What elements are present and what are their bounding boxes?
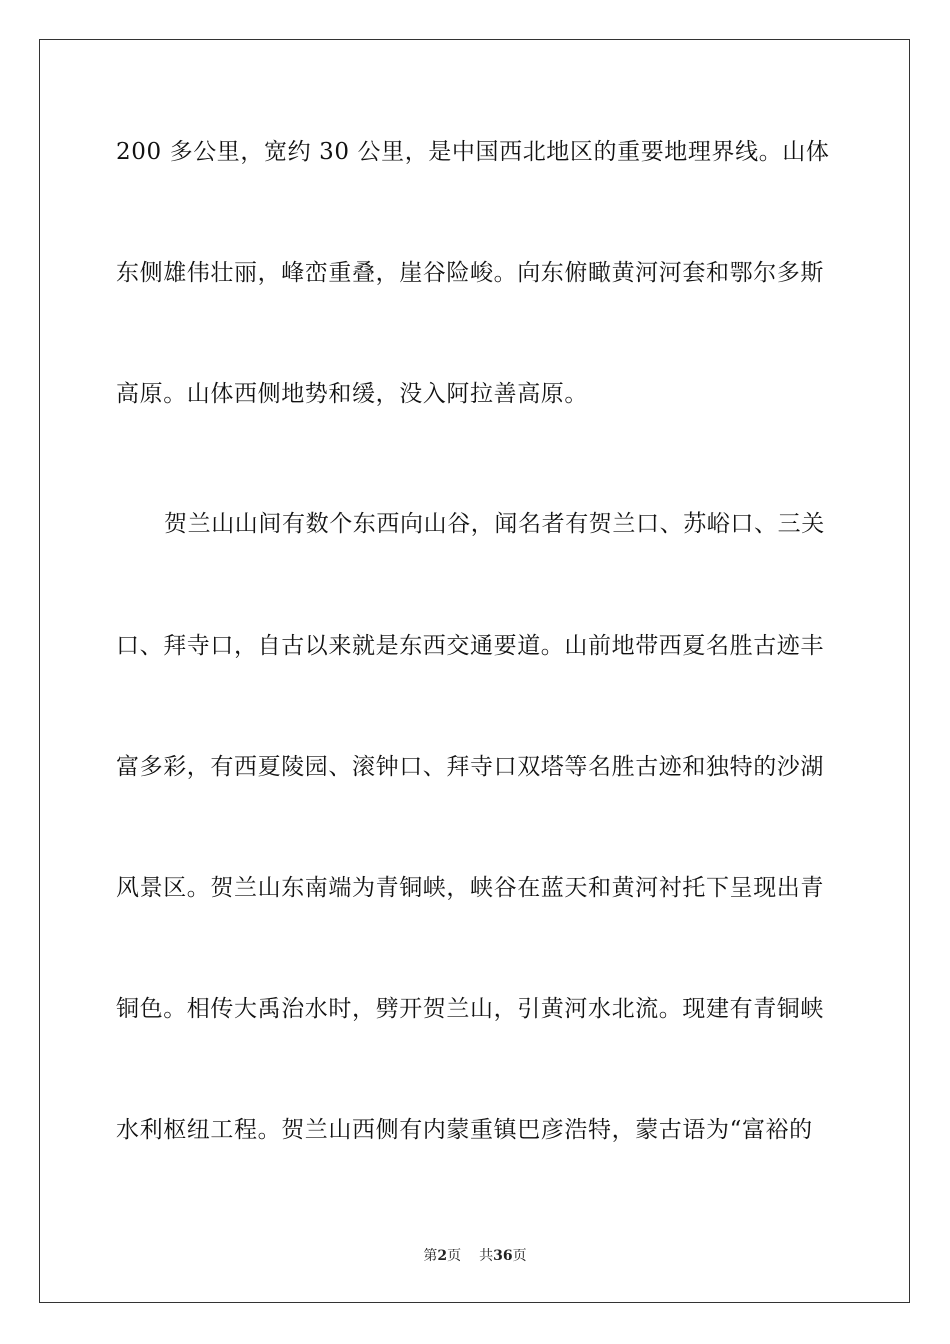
body-text-line: 水利枢纽工程。贺兰山西侧有内蒙重镇巴彦浩特，蒙古语为“富裕的 [116,1117,813,1143]
body-text-line: 富多彩，有西夏陵园、滚钟口、拜寺口双塔等名胜古迹和独特的沙湖 [116,754,824,780]
page-prefix: 第 [423,1248,438,1264]
total-prefix: 共 [479,1248,494,1264]
body-text-line: 口、拜寺口，自古以来就是东西交通要道。山前地带西夏名胜古迹丰 [116,633,824,659]
page-number: 2 [437,1248,448,1264]
page-total: 36 [493,1248,513,1264]
body-text-line: 200 多公里，宽约 30 公里，是中国西北地区的重要地理界线。山体 [116,139,830,165]
body-text-line: 铜色。相传大禹治水时，劈开贺兰山，引黄河水北流。现建有青铜峡 [116,996,824,1022]
paragraph-first-line: 贺兰山山间有数个东西向山谷，闻名者有贺兰口、苏峪口、三关 [164,511,825,537]
page-footer [0,1246,950,1266]
page-suffix: 页 [447,1248,462,1264]
body-text-line: 东侧雄伟壮丽，峰峦重叠，崖谷险峻。向东俯瞰黄河河套和鄂尔多斯 [116,260,824,286]
total-suffix: 页 [512,1248,527,1264]
body-text-line: 高原。山体西侧地势和缓，没入阿拉善高原。 [116,381,588,407]
body-text-line: 风景区。贺兰山东南端为青铜峡，峡谷在蓝天和黄河衬托下呈现出青 [116,875,824,901]
